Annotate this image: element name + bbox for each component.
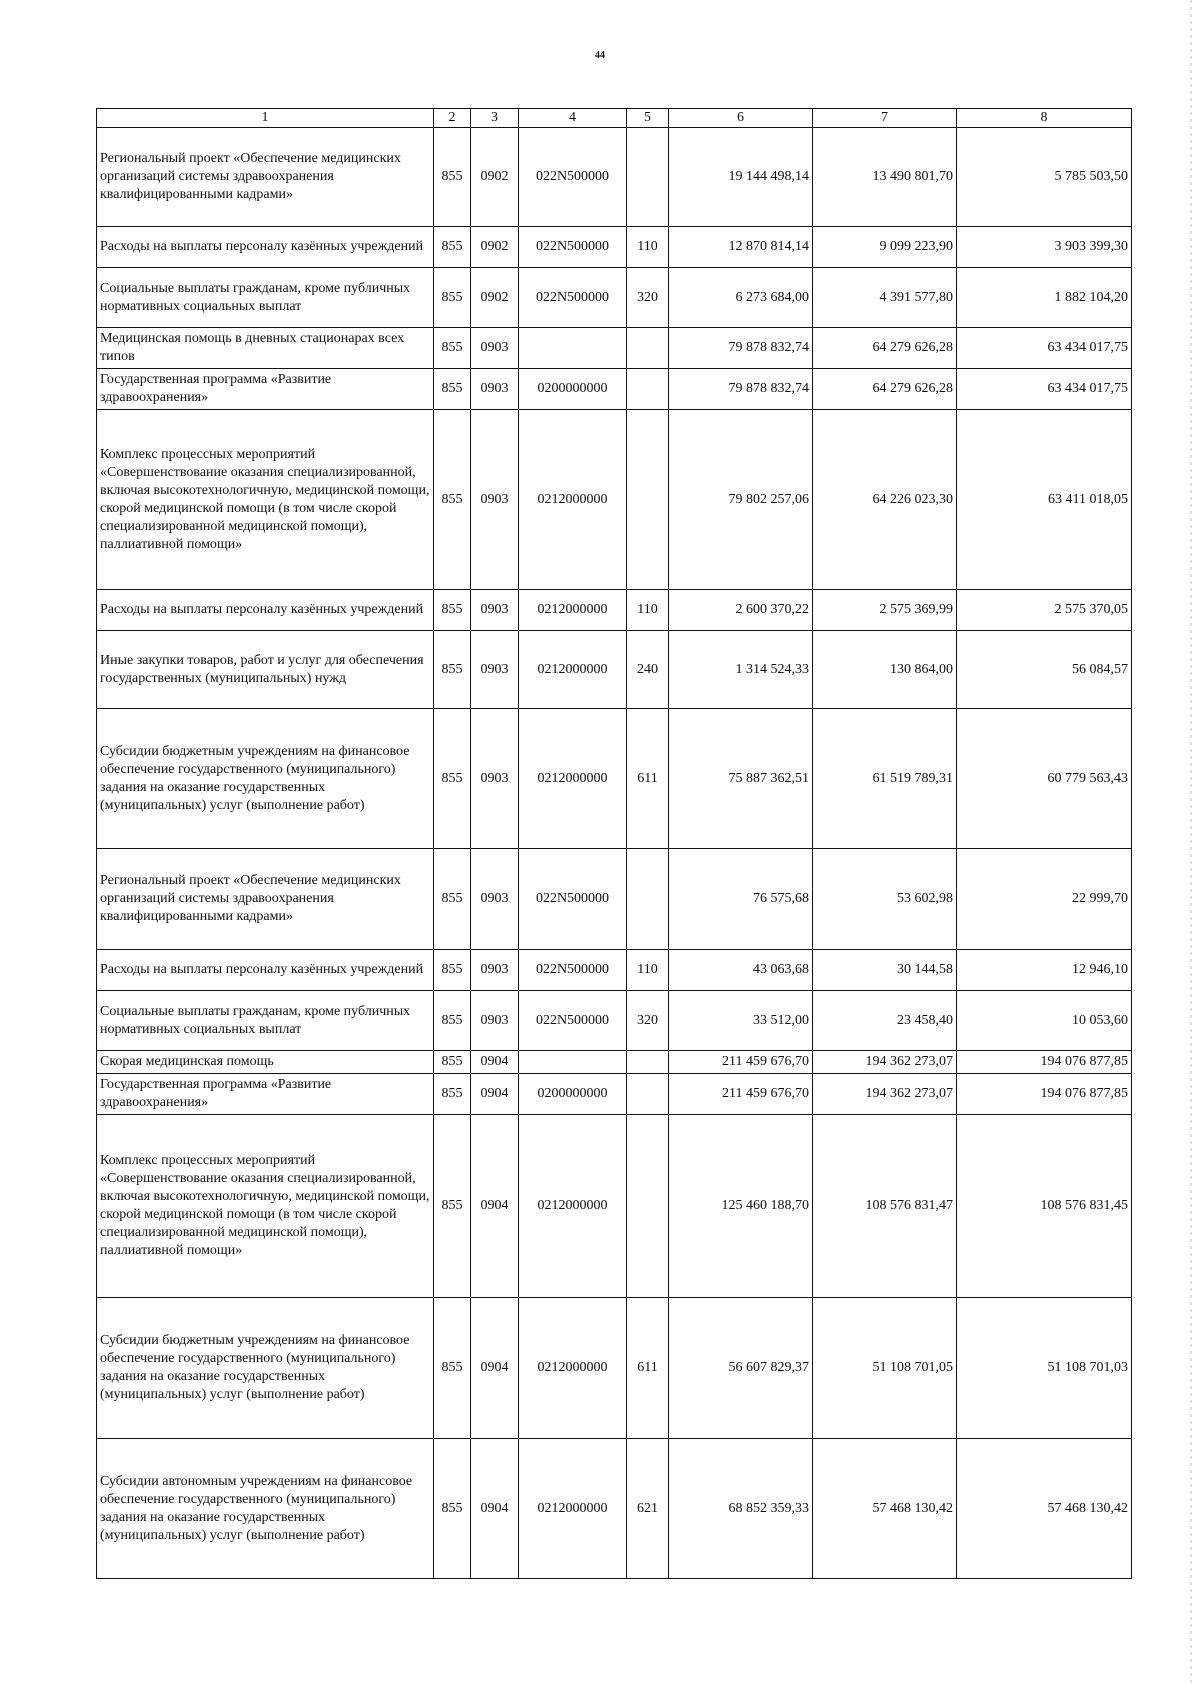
row-col-5: 110 bbox=[627, 227, 669, 268]
row-col-4: 0212000000 bbox=[519, 410, 627, 590]
table-row bbox=[97, 631, 1132, 709]
table-row bbox=[97, 1074, 1132, 1115]
row-col-6: 19 144 498,14 bbox=[669, 128, 813, 227]
table-row bbox=[97, 709, 1132, 849]
row-col-4: 0212000000 bbox=[519, 709, 627, 849]
row-name: Расходы на выплаты персоналу казённых учреждений bbox=[97, 590, 434, 631]
row-col-8: 10 053,60 bbox=[957, 991, 1132, 1051]
row-col-4: 0200000000 bbox=[519, 1074, 627, 1115]
row-col-3: 0903 bbox=[471, 410, 519, 590]
row-col-7: 194 362 273,07 bbox=[813, 1051, 957, 1074]
row-col-8: 63 434 017,75 bbox=[957, 369, 1132, 410]
table-row bbox=[97, 1051, 1132, 1074]
row-col-3: 0903 bbox=[471, 991, 519, 1051]
row-col-2: 855 bbox=[434, 590, 471, 631]
row-col-6: 1 314 524,33 bbox=[669, 631, 813, 709]
row-col-6: 56 607 829,37 bbox=[669, 1298, 813, 1439]
row-col-2: 855 bbox=[434, 1074, 471, 1115]
row-col-8: 194 076 877,85 bbox=[957, 1074, 1132, 1115]
row-col-2: 855 bbox=[434, 991, 471, 1051]
row-col-4: 022N500000 bbox=[519, 227, 627, 268]
row-name: Иные закупки товаров, работ и услуг для обеспечения государственных (муниципальных) нужд bbox=[97, 631, 434, 709]
row-col-8: 3 903 399,30 bbox=[957, 227, 1132, 268]
header-row bbox=[97, 109, 1132, 128]
row-col-7: 2 575 369,99 bbox=[813, 590, 957, 631]
row-col-5 bbox=[627, 410, 669, 590]
row-name: Социальные выплаты гражданам, кроме публичных нормативных социальных выплат bbox=[97, 268, 434, 328]
row-col-8: 108 576 831,45 bbox=[957, 1115, 1132, 1298]
table-row bbox=[97, 328, 1132, 369]
row-col-6: 33 512,00 bbox=[669, 991, 813, 1051]
row-col-5 bbox=[627, 128, 669, 227]
row-col-2: 855 bbox=[434, 631, 471, 709]
row-col-3: 0902 bbox=[471, 268, 519, 328]
row-col-2: 855 bbox=[434, 328, 471, 369]
scan-edge-artifact bbox=[1190, 0, 1192, 1686]
row-col-8: 63 434 017,75 bbox=[957, 328, 1132, 369]
row-col-3: 0903 bbox=[471, 590, 519, 631]
row-col-4: 0212000000 bbox=[519, 1439, 627, 1579]
row-col-2: 855 bbox=[434, 709, 471, 849]
row-col-7: 51 108 701,05 bbox=[813, 1298, 957, 1439]
row-col-3: 0904 bbox=[471, 1051, 519, 1074]
header-col-8: 8 bbox=[957, 109, 1132, 128]
row-col-6: 125 460 188,70 bbox=[669, 1115, 813, 1298]
row-col-6: 43 063,68 bbox=[669, 950, 813, 991]
row-col-7: 9 099 223,90 bbox=[813, 227, 957, 268]
row-col-3: 0903 bbox=[471, 631, 519, 709]
header-col-5: 5 bbox=[627, 109, 669, 128]
row-name: Расходы на выплаты персоналу казённых учреждений bbox=[97, 950, 434, 991]
row-col-2: 855 bbox=[434, 849, 471, 950]
row-col-8: 22 999,70 bbox=[957, 849, 1132, 950]
row-name: Субсидии бюджетным учреждениям на финансовое обеспечение государственного (муниципального) задания на оказание государственных (муниципальных) услуг (выполнение работ) bbox=[97, 1298, 434, 1439]
row-col-2: 855 bbox=[434, 268, 471, 328]
row-col-4: 0212000000 bbox=[519, 1115, 627, 1298]
row-col-3: 0903 bbox=[471, 369, 519, 410]
table-row bbox=[97, 1115, 1132, 1298]
header-col-4: 4 bbox=[519, 109, 627, 128]
row-col-5 bbox=[627, 1051, 669, 1074]
table-row bbox=[97, 227, 1132, 268]
row-col-8: 63 411 018,05 bbox=[957, 410, 1132, 590]
row-col-8: 51 108 701,03 bbox=[957, 1298, 1132, 1439]
header-col-1: 1 bbox=[97, 109, 434, 128]
row-name: Расходы на выплаты персоналу казённых учреждений bbox=[97, 227, 434, 268]
row-col-4: 022N500000 bbox=[519, 849, 627, 950]
row-name: Субсидии бюджетным учреждениям на финансовое обеспечение государственного (муниципального) задания на оказание государственных (муниципальных) услуг (выполнение работ) bbox=[97, 709, 434, 849]
row-col-8: 56 084,57 bbox=[957, 631, 1132, 709]
row-col-5 bbox=[627, 369, 669, 410]
row-col-2: 855 bbox=[434, 227, 471, 268]
row-col-2: 855 bbox=[434, 1115, 471, 1298]
row-name: Региональный проект «Обеспечение медицинских организаций системы здравоохранения квалифицированными кадрами» bbox=[97, 128, 434, 227]
row-name: Субсидии автономным учреждениям на финансовое обеспечение государственного (муниципального) задания на оказание государственных (муниципальных) услуг (выполнение работ) bbox=[97, 1439, 434, 1579]
row-col-4: 0200000000 bbox=[519, 369, 627, 410]
row-col-5: 240 bbox=[627, 631, 669, 709]
table-row bbox=[97, 369, 1132, 410]
row-name: Комплекс процессных мероприятий «Совершенствование оказания специализированной, включая высокотехнологичную, медицинской помощи, скорой медицинской помощи (в том числе скорой специализированной медицинской помощи), паллиативной помощи» bbox=[97, 410, 434, 590]
row-col-4: 022N500000 bbox=[519, 268, 627, 328]
row-col-5 bbox=[627, 849, 669, 950]
row-col-6: 75 887 362,51 bbox=[669, 709, 813, 849]
row-col-6: 2 600 370,22 bbox=[669, 590, 813, 631]
row-col-5: 621 bbox=[627, 1439, 669, 1579]
row-col-8: 60 779 563,43 bbox=[957, 709, 1132, 849]
row-col-5: 611 bbox=[627, 1298, 669, 1439]
row-col-5: 611 bbox=[627, 709, 669, 849]
row-col-7: 130 864,00 bbox=[813, 631, 957, 709]
row-col-3: 0902 bbox=[471, 227, 519, 268]
row-col-6: 68 852 359,33 bbox=[669, 1439, 813, 1579]
row-col-5: 110 bbox=[627, 590, 669, 631]
row-col-2: 855 bbox=[434, 1298, 471, 1439]
row-col-6: 79 878 832,74 bbox=[669, 369, 813, 410]
row-col-7: 23 458,40 bbox=[813, 991, 957, 1051]
row-col-6: 79 802 257,06 bbox=[669, 410, 813, 590]
row-col-3: 0904 bbox=[471, 1439, 519, 1579]
table-row bbox=[97, 410, 1132, 590]
row-col-2: 855 bbox=[434, 1439, 471, 1579]
row-col-4 bbox=[519, 328, 627, 369]
table-row bbox=[97, 849, 1132, 950]
row-col-7: 64 226 023,30 bbox=[813, 410, 957, 590]
row-col-7: 194 362 273,07 bbox=[813, 1074, 957, 1115]
row-col-3: 0904 bbox=[471, 1074, 519, 1115]
row-name: Социальные выплаты гражданам, кроме публичных нормативных социальных выплат bbox=[97, 991, 434, 1051]
row-col-7: 30 144,58 bbox=[813, 950, 957, 991]
row-col-6: 211 459 676,70 bbox=[669, 1051, 813, 1074]
row-col-5: 320 bbox=[627, 991, 669, 1051]
row-col-8: 57 468 130,42 bbox=[957, 1439, 1132, 1579]
header-col-6: 6 bbox=[669, 109, 813, 128]
row-col-4: 0212000000 bbox=[519, 1298, 627, 1439]
row-col-7: 64 279 626,28 bbox=[813, 369, 957, 410]
row-col-4: 0212000000 bbox=[519, 590, 627, 631]
row-col-5 bbox=[627, 1115, 669, 1298]
table-row bbox=[97, 950, 1132, 991]
header-col-2: 2 bbox=[434, 109, 471, 128]
row-col-2: 855 bbox=[434, 410, 471, 590]
row-col-5 bbox=[627, 1074, 669, 1115]
row-col-7: 64 279 626,28 bbox=[813, 328, 957, 369]
row-col-4: 022N500000 bbox=[519, 128, 627, 227]
row-col-4: 022N500000 bbox=[519, 950, 627, 991]
row-name: Медицинская помощь в дневных стационарах всех типов bbox=[97, 328, 434, 369]
row-col-7: 53 602,98 bbox=[813, 849, 957, 950]
row-col-2: 855 bbox=[434, 128, 471, 227]
budget-table bbox=[96, 108, 1132, 1579]
row-col-8: 5 785 503,50 bbox=[957, 128, 1132, 227]
row-col-3: 0903 bbox=[471, 950, 519, 991]
header-col-3: 3 bbox=[471, 109, 519, 128]
table-row bbox=[97, 590, 1132, 631]
row-col-6: 12 870 814,14 bbox=[669, 227, 813, 268]
row-col-3: 0904 bbox=[471, 1298, 519, 1439]
row-col-7: 61 519 789,31 bbox=[813, 709, 957, 849]
row-col-8: 12 946,10 bbox=[957, 950, 1132, 991]
row-col-8: 2 575 370,05 bbox=[957, 590, 1132, 631]
row-col-6: 6 273 684,00 bbox=[669, 268, 813, 328]
row-name: Региональный проект «Обеспечение медицинских организаций системы здравоохранения квалифицированными кадрами» bbox=[97, 849, 434, 950]
row-col-3: 0903 bbox=[471, 849, 519, 950]
row-col-5 bbox=[627, 328, 669, 369]
table-row bbox=[97, 1298, 1132, 1439]
table-row bbox=[97, 128, 1132, 227]
row-name: Государственная программа «Развитие здравоохранения» bbox=[97, 369, 434, 410]
table-row bbox=[97, 268, 1132, 328]
row-col-7: 4 391 577,80 bbox=[813, 268, 957, 328]
row-col-4 bbox=[519, 1051, 627, 1074]
row-col-8: 194 076 877,85 bbox=[957, 1051, 1132, 1074]
row-name: Комплекс процессных мероприятий «Совершенствование оказания специализированной, включая высокотехнологичную, медицинской помощи, скорой медицинской помощи (в том числе скорой специализированной медицинской помощи), паллиативной помощи» bbox=[97, 1115, 434, 1298]
row-col-8: 1 882 104,20 bbox=[957, 268, 1132, 328]
row-col-6: 211 459 676,70 bbox=[669, 1074, 813, 1115]
row-col-3: 0903 bbox=[471, 709, 519, 849]
table-row bbox=[97, 991, 1132, 1051]
row-col-5: 110 bbox=[627, 950, 669, 991]
header-col-7: 7 bbox=[813, 109, 957, 128]
row-col-7: 13 490 801,70 bbox=[813, 128, 957, 227]
row-name: Государственная программа «Развитие здравоохранения» bbox=[97, 1074, 434, 1115]
row-col-4: 0212000000 bbox=[519, 631, 627, 709]
row-col-3: 0904 bbox=[471, 1115, 519, 1298]
row-col-7: 57 468 130,42 bbox=[813, 1439, 957, 1579]
row-col-2: 855 bbox=[434, 1051, 471, 1074]
row-col-6: 76 575,68 bbox=[669, 849, 813, 950]
row-name: Скорая медицинская помощь bbox=[97, 1051, 434, 1074]
row-col-3: 0903 bbox=[471, 328, 519, 369]
row-col-4: 022N500000 bbox=[519, 991, 627, 1051]
row-col-7: 108 576 831,47 bbox=[813, 1115, 957, 1298]
row-col-3: 0902 bbox=[471, 128, 519, 227]
row-col-2: 855 bbox=[434, 950, 471, 991]
table-row bbox=[97, 1439, 1132, 1579]
row-col-5: 320 bbox=[627, 268, 669, 328]
row-col-6: 79 878 832,74 bbox=[669, 328, 813, 369]
page-number: 44 bbox=[595, 50, 605, 61]
row-col-2: 855 bbox=[434, 369, 471, 410]
